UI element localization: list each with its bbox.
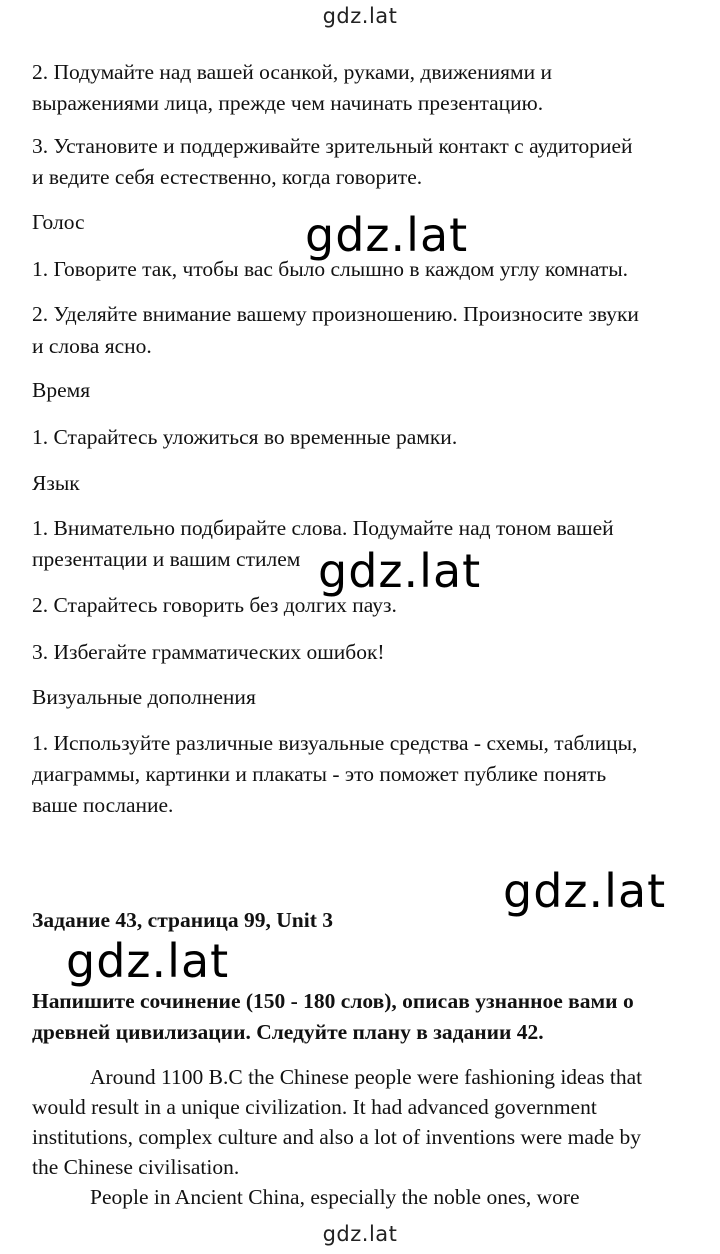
text-line: презентации и вашим стилем [32, 547, 301, 571]
task-instruction-line: древней цивилизации. Следуйте плану в задании 42. [32, 1020, 544, 1044]
essay-line: Around 1100 B.C the Chinese people were fashioning ideas that [90, 1065, 643, 1089]
text-line: ваше послание. [32, 793, 174, 817]
header-watermark: gdz.lat [322, 4, 398, 28]
essay-line: People in Ancient China, especially the noble ones, wore [90, 1185, 580, 1209]
text-line: 2. Подумайте над вашей осанкой, руками, движениями и [32, 60, 552, 84]
text-line: 1. Используйте различные визуальные средства - схемы, таблицы, [32, 731, 638, 755]
essay-line: would result in a unique civilization. It had advanced government [32, 1095, 597, 1119]
watermark-overlay: gdz.lat [66, 934, 230, 988]
text-line: и ведите себя естественно, когда говорите. [32, 165, 423, 189]
text-line: 1. Внимательно подбирайте слова. Подумайте над тоном вашей [32, 516, 614, 540]
text-line: 3. Установите и поддерживайте зрительный контакт с аудиторией [32, 134, 633, 158]
task-instruction-line: Напишите сочинение (150 - 180 слов), описав узнанное вами о [32, 989, 634, 1013]
text-line: 1. Старайтесь уложиться во временные рамки. [32, 425, 458, 449]
text-line: диаграммы, картинки и плакаты - это поможет публике понять [32, 762, 607, 786]
section-heading-voice: Голос [32, 210, 85, 234]
text-line: 2. Старайтесь говорить без долгих пауз. [32, 593, 397, 617]
task-heading: Задание 43, страница 99, Unit 3 [32, 908, 334, 932]
text-line: 1. Говорите так, чтобы вас было слышно в каждом углу комнаты. [32, 257, 629, 281]
footer-watermark: gdz.lat [322, 1222, 398, 1246]
section-heading-time: Время [32, 378, 91, 402]
text-line: 2. Уделяйте внимание вашему произношению. Произносите звуки [32, 302, 639, 326]
watermark-overlay: gdz.lat [318, 544, 482, 598]
text-line: выражениями лица, прежде чем начинать презентацию. [32, 91, 544, 115]
text-line: и слова ясно. [32, 334, 152, 358]
watermark-overlay: gdz.lat [305, 208, 469, 262]
essay-line: the Chinese civilisation. [32, 1155, 240, 1179]
section-heading-visuals: Визуальные дополнения [32, 685, 256, 709]
essay-line: institutions, complex culture and also a lot of inventions were made by [32, 1125, 642, 1149]
section-heading-language: Язык [32, 471, 80, 495]
watermark-overlay: gdz.lat [503, 864, 667, 918]
text-line: 3. Избегайте грамматических ошибок! [32, 640, 385, 664]
